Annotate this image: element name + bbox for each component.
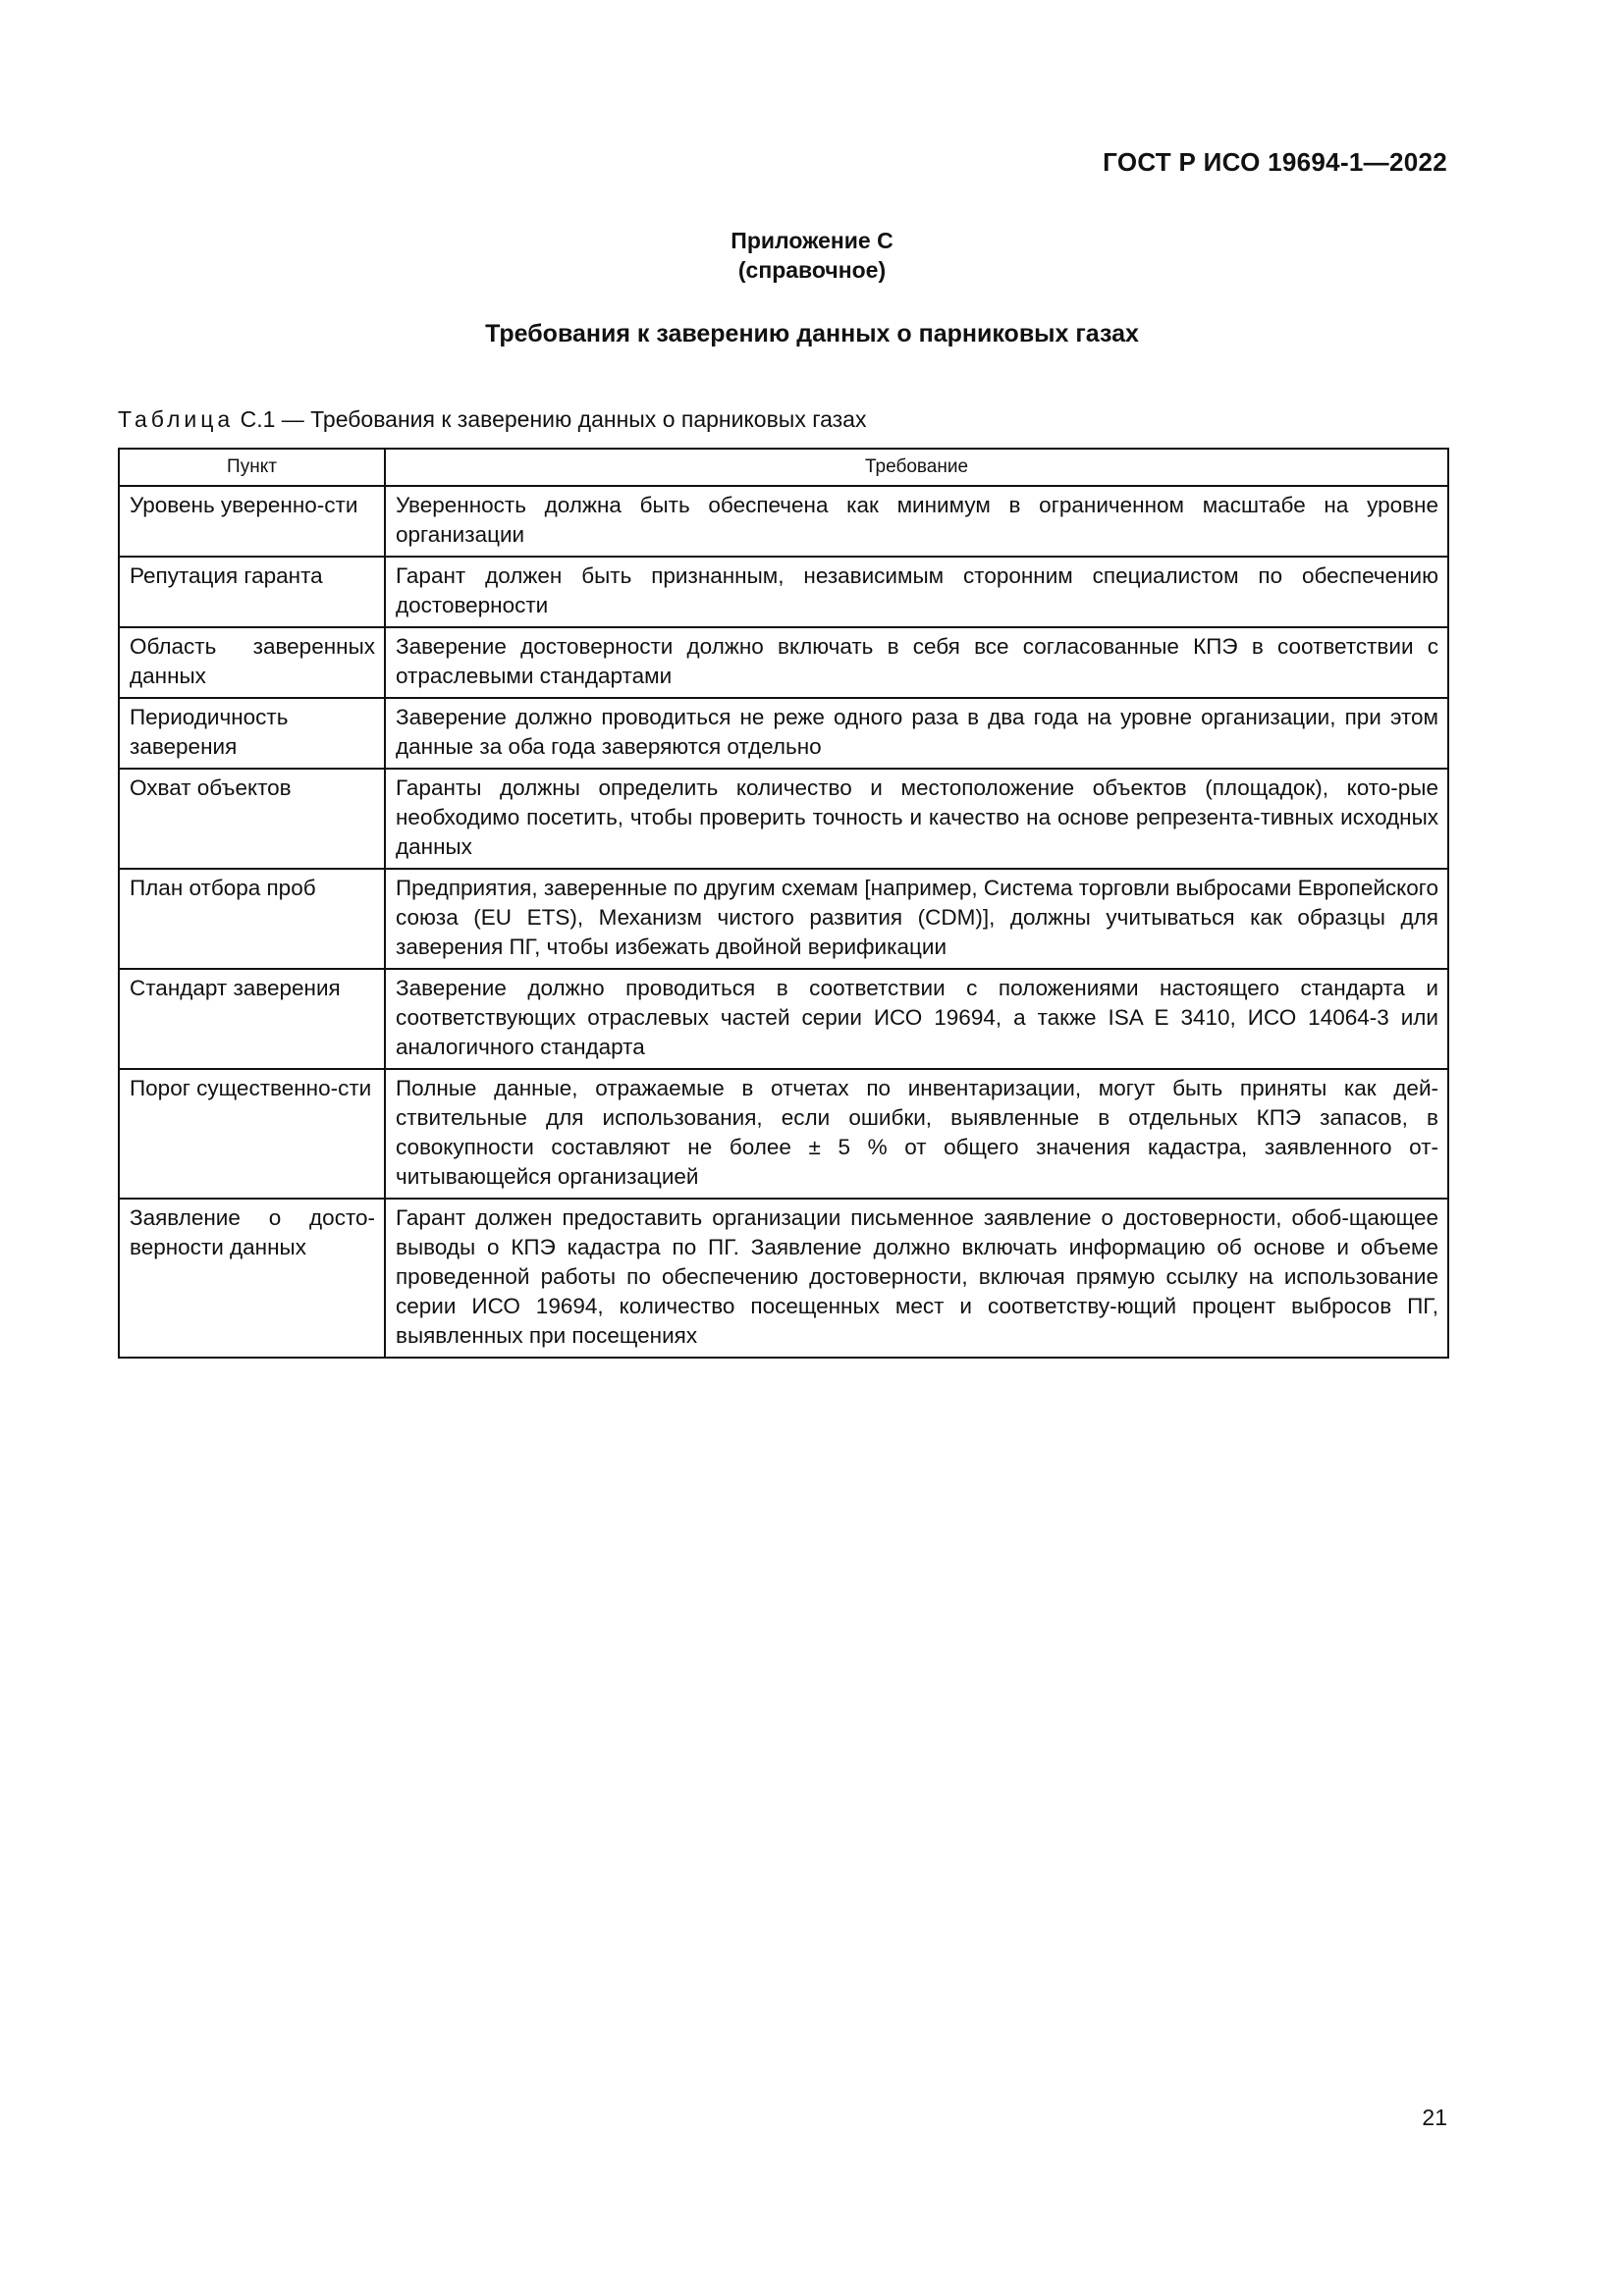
row-requirement: Гарант должен быть признанным, независимым сторонним специалистом по обеспечению достоверности bbox=[385, 557, 1448, 627]
row-requirement: Заверение достоверности должно включать в себя все согласованные КПЭ в соответствии с отраслевыми стандартами bbox=[385, 627, 1448, 698]
table-row bbox=[119, 769, 1448, 869]
table-row bbox=[119, 869, 1448, 969]
table-row bbox=[119, 1069, 1448, 1199]
row-item: Заявление о досто-верности данных bbox=[119, 1199, 385, 1358]
requirements-table bbox=[118, 448, 1449, 1359]
row-item: Стандарт заверения bbox=[119, 969, 385, 1069]
section-heading: Требования к заверению данных о парниковых газах bbox=[485, 320, 1139, 347]
table-row bbox=[119, 557, 1448, 627]
table-caption-text: С.1 — Требования к заверению данных о парниковых газах bbox=[234, 406, 867, 432]
annex-title: Приложение С bbox=[731, 228, 893, 253]
row-item: Репутация гаранта bbox=[119, 557, 385, 627]
column-header-item: Пункт bbox=[119, 449, 385, 486]
annex-subtitle: (справочное) bbox=[737, 257, 887, 283]
row-requirement: Предприятия, заверенные по другим схемам [например, Система торговли выбросами Европейского союза (EU ETS), Механизм чистого развития (CDM)], должны учитываться как образцы для заверения ПГ, чтобы избежать двойной верификации bbox=[385, 869, 1448, 969]
table-row bbox=[119, 698, 1448, 769]
page-number: 21 bbox=[1422, 2105, 1447, 2130]
table-row bbox=[119, 486, 1448, 557]
row-requirement: Гарант должен предоставить организации письменное заявление о достоверности, обоб-щающее выводы о КПЭ кадастра по ПГ. Заявление должно включать информацию об основе и объеме проведенной работы по обеспечению достоверности, включая прямую ссылку на использование серии ИСО 19694, количество посещенных мест и соответству-ющий процент выбросов ПГ, выявленных при посещениях bbox=[385, 1199, 1448, 1358]
row-requirement: Полные данные, отражаемые в отчетах по инвентаризации, могут быть приняты как дей-ствительные для использования, если ошибки, выявленные в отдельных КПЭ запасов, в совокупности составляют не более ± 5 % от общего значения кадастра, заявленного от-читывающейся организацией bbox=[385, 1069, 1448, 1199]
table-row bbox=[119, 1199, 1448, 1358]
table-row bbox=[119, 969, 1448, 1069]
row-item: Уровень уверенно-сти bbox=[119, 486, 385, 557]
table-row bbox=[119, 627, 1448, 698]
row-requirement: Гаранты должны определить количество и местоположение объектов (площадок), кото-рые необходимо посетить, чтобы проверить точность и качество на основе репрезента-тивных исходных данных bbox=[385, 769, 1448, 869]
annex-title-block bbox=[0, 226, 1624, 285]
column-header-requirement: Требование bbox=[385, 449, 1448, 486]
row-requirement: Заверение должно проводиться не реже одного раза в два года на уровне организации, при этом данные за оба года заверяются отдельно bbox=[385, 698, 1448, 769]
table-caption bbox=[118, 406, 866, 433]
row-item: Порог существенно-сти bbox=[119, 1069, 385, 1199]
row-item: Охват объектов bbox=[119, 769, 385, 869]
table-caption-label: Таблица bbox=[118, 406, 235, 432]
row-item: Периодичность заверения bbox=[119, 698, 385, 769]
row-item: Область заверенных данных bbox=[119, 627, 385, 698]
table-header-row bbox=[119, 449, 1448, 486]
row-requirement: Заверение должно проводиться в соответствии с положениями настоящего стандарта и соответствующих отраслевых частей серии ИСО 19694, а также ISA E 3410, ИСО 14064-3 или аналогичного стандарта bbox=[385, 969, 1448, 1069]
row-item: План отбора проб bbox=[119, 869, 385, 969]
document-standard-id: ГОСТ Р ИСО 19694-1—2022 bbox=[1103, 147, 1447, 177]
row-requirement: Уверенность должна быть обеспечена как минимум в ограниченном масштабе на уровне организации bbox=[385, 486, 1448, 557]
